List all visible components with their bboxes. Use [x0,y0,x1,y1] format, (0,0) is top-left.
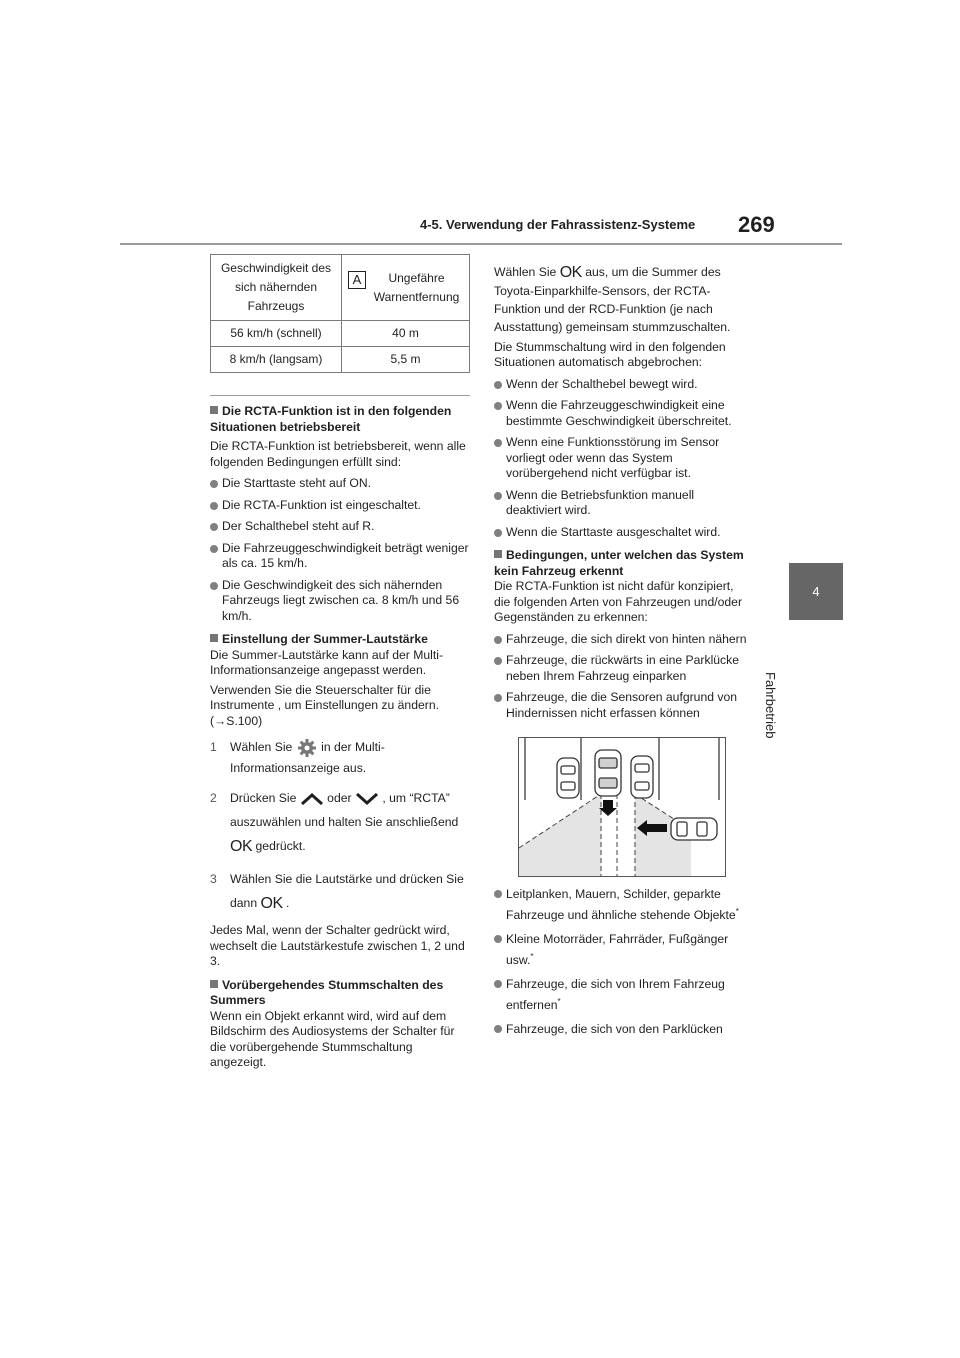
ok-icon: OK [230,837,253,855]
callout-badge-a: A [348,271,366,289]
paragraph: Die Stummschaltung wird in den folgenden Situationen automatisch abgebrochen: [494,339,726,370]
paragraph: Verwenden Sie die Steuerschalter für die Instrumente , um Einstellungen zu ändern. (→S.100) [210,682,439,728]
warning-distance-table [210,254,470,373]
paragraph: Die RCTA-Funktion ist betriebsbereit, wenn alle folgenden Bedingungen erfüllt sind: [210,439,466,469]
own-car [595,750,621,796]
table-cell: 40 m [342,321,470,347]
step-2: 2 Drücken Sie oder , um “RCTA” auszuwählen und halten Sie anschließend OK gedrückt. [210,790,459,855]
bullet-icon [494,694,502,702]
bullet-icon [494,980,502,988]
list-item: Wenn der Schalthebel bewegt wird. [494,377,752,393]
heading-buzzer-volume: Einstellung der Summer-Lautstärke [210,632,470,648]
square-bullet-icon [210,980,218,988]
bullet-icon [494,381,502,389]
chapter-tab: 4 [789,563,843,620]
table-cell: 56 km/h (schnell) [211,321,342,347]
list-item: Wenn eine Funktionsstörung im Sensor vorliegt oder wenn das System vorübergehend nicht verfügbar ist. [494,435,752,482]
list-item: Die RCTA-Funktion ist eingeschaltet. [210,498,470,514]
square-bullet-icon [494,550,502,558]
sensor-zone-left [519,794,601,876]
paragraph: Wenn ein Objekt erkannt wird, wird auf dem Bildschirm des Audiosystems der Schalter für die vorübergehende Stummschaltung angezeigt. [210,1008,455,1070]
list-item: Fahrzeuge, die sich von den Parklücken [494,1020,752,1038]
approaching-car [671,818,717,840]
paragraph: Die RCTA-Funktion ist nicht dafür konzipiert, die folgenden Arten von Fahrzeugen und/oder Gegenständen zu erkennen: [494,579,742,625]
table-header-distance [342,255,470,321]
chapter-label: Fahrbetrieb [763,672,778,739]
table-cell: 5,5 m [342,347,470,373]
step-1: 1 Wählen Sie in der Multi-Informationsanzeige aus. [210,737,470,778]
list-item: Fahrzeuge, die die Sensoren aufgrund von Hindernissen nicht erfassen können [494,690,752,721]
table-cell: 8 km/h (langsam) [211,347,342,373]
bullet-icon [494,492,502,500]
bullet-icon [494,636,502,644]
page-number: 269 [738,212,775,237]
chevron-up-icon [300,792,324,806]
bullet-icon [494,402,502,410]
step-3: 3 Wählen Sie die Lautstärke und drücken Sie dann OK . [210,871,464,912]
parked-car-left [557,758,579,798]
paragraph: Wählen Sie OK aus, um die Summer des Toyota-Einparkhilfe-Sensors, der RCTA-Funktion und der RCD-Funktion (je nach Ausstattung) gemeinsam stummzuschalten. [494,263,731,334]
chevron-down-icon [355,792,379,806]
bullet-icon [210,480,218,488]
heading-temp-mute: Vorübergehendes Stummschalten des Summers [210,977,444,1008]
bullet-icon [494,529,502,537]
list-item: Leitplanken, Mauern, Schilder, geparkte Fahrzeuge und ähnliche stehende Objekte* [494,885,752,924]
list-item: Wenn die Starttaste ausgeschaltet wird. [494,525,752,541]
arrow-down-icon [599,800,617,816]
paragraph: Die Summer-Lautstärke kann auf der Multi-Informationsanzeige angepasst werden. [210,647,444,677]
square-bullet-icon [210,406,218,414]
right-column [494,263,752,1038]
list-item: Fahrzeuge, die sich von Ihrem Fahrzeug entfernen* [494,975,752,1014]
bullet-icon [210,502,218,510]
parked-car-right [631,756,653,798]
square-bullet-icon [210,634,218,642]
gear-icon [296,738,318,758]
left-column [210,254,470,1071]
bullet-icon [210,545,218,553]
bullet-icon [494,890,502,898]
bullet-icon [210,582,218,590]
list-item: Fahrzeuge, die rückwärts in eine Parklücke neben Ihrem Fahrzeug einparken [494,653,752,684]
heading-not-detected: Bedingungen, unter welchen das System kein Fahrzeug erkennt [494,548,744,578]
list-item: Wenn die Betriebsfunktion manuell deaktiviert wird. [494,488,752,519]
table-header-speed: Geschwindigkeit des sich nähernden Fahrzeugs [211,255,342,321]
parking-illustration [518,737,726,877]
ok-icon: OK [559,263,582,281]
heading-rcta-ready: Die RCTA-Funktion ist in den folgenden Situationen betriebsbereit [210,404,452,434]
bullet-icon [494,439,502,447]
list-item: Kleine Motorräder, Fahrräder, Fußgänger usw.* [494,930,752,969]
header-rule [120,243,842,245]
bullet-icon [494,657,502,665]
list-item: Wenn die Fahrzeuggeschwindigkeit eine bestimmte Geschwindigkeit überschreitet. [494,398,752,429]
ok-icon: OK [260,894,283,912]
list-item: Die Fahrzeuggeschwindigkeit beträgt weniger als ca. 15 km/h. [210,541,470,572]
list-item: Fahrzeuge, die sich direkt von hinten nähern [494,632,752,648]
bullet-icon [494,935,502,943]
section-divider [210,395,470,396]
paragraph: Jedes Mal, wenn der Schalter gedrückt wird, wechselt die Lautstärkestufe zwischen 1, 2 und 3. [210,923,465,969]
section-title: 4-5. Verwendung der Fahrassistenz-Systeme [420,217,696,232]
list-item: Die Starttaste steht auf ON. [210,476,470,492]
bullet-icon [210,523,218,531]
parking-lines [525,738,719,800]
bullet-icon [494,1025,502,1033]
list-item: Die Geschwindigkeit des sich nähernden Fahrzeugs liegt zwischen ca. 8 km/h und 56 km/h. [210,578,470,625]
list-item: Der Schalthebel steht auf R. [210,519,470,535]
table-header-distance-label: Ungefähre Warnentfernung [373,270,460,304]
